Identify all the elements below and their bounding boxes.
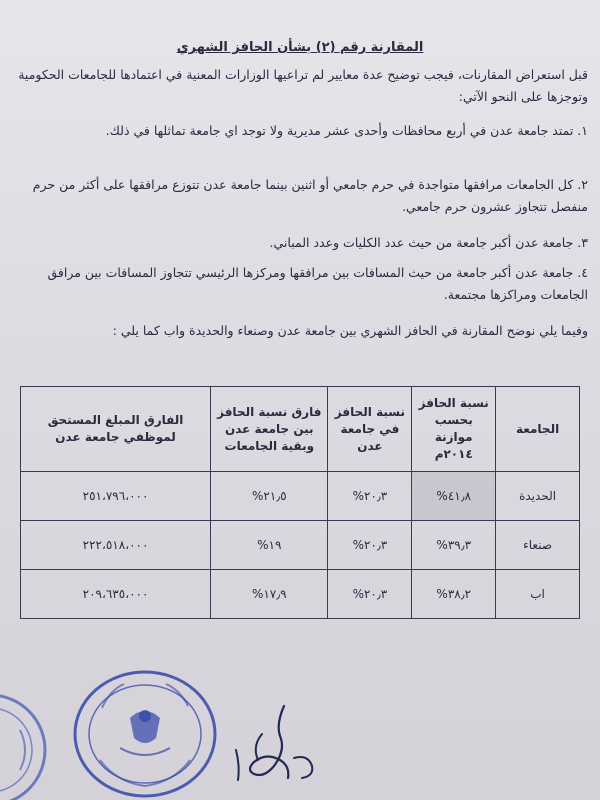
criterion-2: ٢. كل الجامعات مرافقها متواجدة في حرم جامعي أو اثنين بينما جامعة عدن تتوزع مرافقها على أكثر من حرم منفصل تتجاوز عشرون حرم جامعي. bbox=[32, 177, 588, 214]
signature-icon bbox=[222, 698, 342, 798]
table-row bbox=[21, 472, 580, 521]
criterion-4: ٤. جامعة عدن أكبر جامعة من حيث المسافات بين مرافقها ومركزها الرئيسي تتجاوز المسافات بين مرافق الجامعات ومراكزها مجتمعة. bbox=[47, 265, 588, 302]
comparison-lead: وفيما يلي نوضح المقارنة في الحافز الشهري بين جامعة عدن وصنعاء والحديدة واب كما يلي : bbox=[112, 323, 588, 338]
incentive-comparison-table bbox=[20, 386, 580, 619]
cell-university: اب bbox=[496, 570, 580, 619]
cell-aden-rate: ٢٠٫٣% bbox=[328, 570, 412, 619]
partial-stamp-icon bbox=[0, 690, 60, 800]
official-seal-icon bbox=[72, 668, 218, 798]
criterion-3: ٣. جامعة عدن أكبر جامعة من حيث عدد الكليات وعدد المباني. bbox=[269, 235, 588, 250]
cell-aden-rate: ٢٠٫٣% bbox=[328, 472, 412, 521]
intro-paragraph: قبل استعراض المقارنات، فيجب توضيح عدة معايير لم تراعيها الوزارات المعنية في اعتمادها للجامعات الحكومية وتوجزها على النحو الآتي: bbox=[18, 67, 588, 104]
header-rate-difference: فارق نسبة الحافز بين جامعة عدن وبقية الجامعات bbox=[211, 387, 328, 472]
cell-university: صنعاء bbox=[496, 521, 580, 570]
criterion-1: ١. تمتد جامعة عدن في أربع محافظات وأحدى عشر مديرية ولا توجد اي جامعة تماثلها في ذلك. bbox=[105, 123, 588, 138]
table-row bbox=[21, 570, 580, 619]
header-aden-rate: نسبة الحافز في جامعة عدن bbox=[328, 387, 412, 472]
document-title: المقارنة رقم (٢) بشأن الحافز الشهري bbox=[176, 40, 424, 55]
table-header-row bbox=[21, 387, 580, 472]
cell-rate-difference: ١٩% bbox=[211, 521, 328, 570]
cell-amount-difference: ٢٢٢،٥١٨،٠٠٠ bbox=[21, 521, 211, 570]
cell-university: الحديدة bbox=[496, 472, 580, 521]
header-budget-rate: نسبة الحافز بحسب موازنة ٢٠١٤م bbox=[412, 387, 496, 472]
cell-budget-rate: ٣٨٫٢% bbox=[412, 570, 496, 619]
cell-aden-rate: ٢٠٫٣% bbox=[328, 521, 412, 570]
table-row bbox=[21, 521, 580, 570]
cell-budget-rate: ٣٩٫٣% bbox=[412, 521, 496, 570]
header-university: الجامعة bbox=[496, 387, 580, 472]
cell-amount-difference: ٢٥١،٧٩٦،٠٠٠ bbox=[21, 472, 211, 521]
cell-amount-difference: ٢٠٩،٦٣٥،٠٠٠ bbox=[21, 570, 211, 619]
cell-budget-rate: ٤١٫٨% bbox=[412, 472, 496, 521]
cell-rate-difference: ٢١٫٥% bbox=[211, 472, 328, 521]
header-amount-difference: الفارق المبلغ المستحق لموظفي جامعة عدن bbox=[21, 387, 211, 472]
cell-rate-difference: ١٧٫٩% bbox=[211, 570, 328, 619]
